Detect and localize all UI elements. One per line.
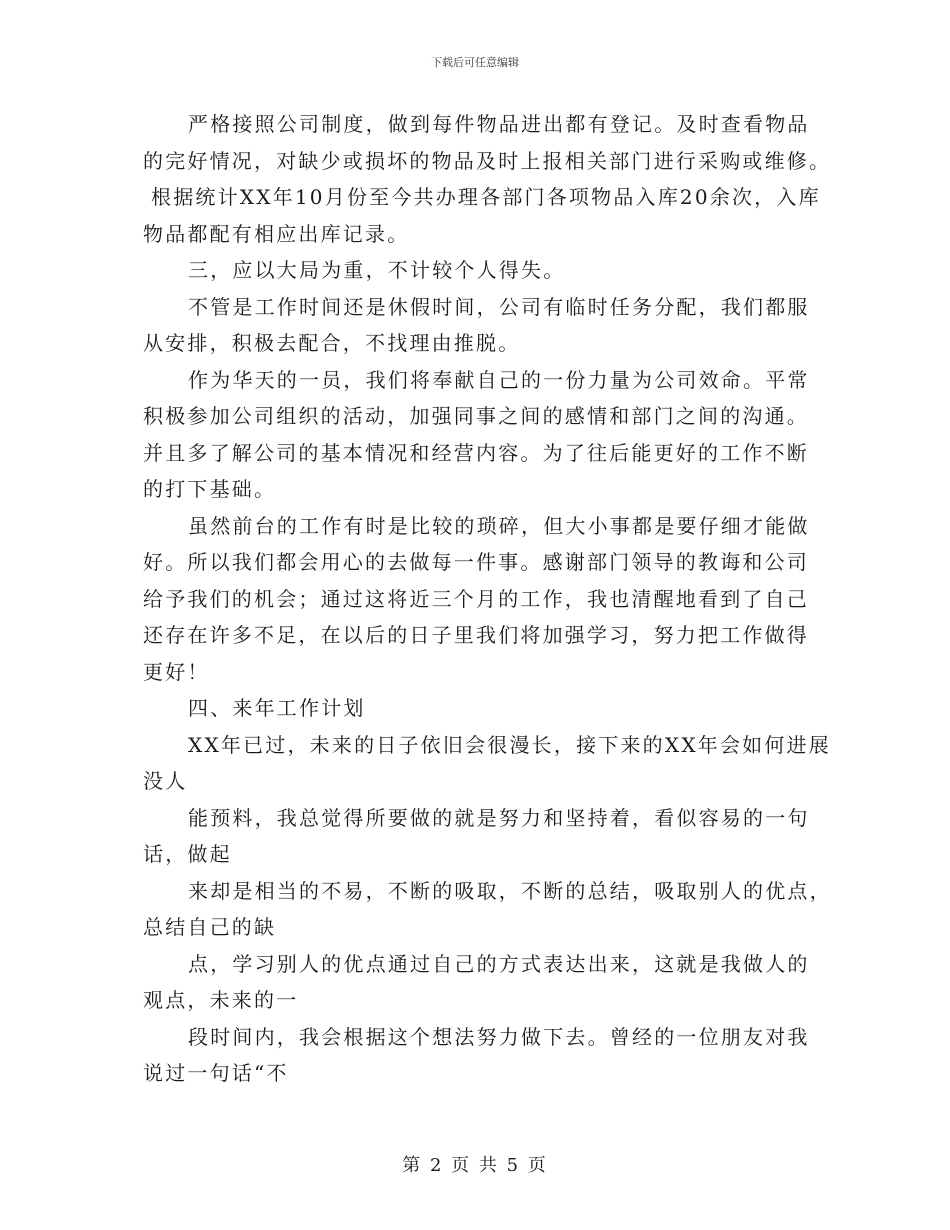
paragraph-line: 给予我们的机会；通过这将近三个月的工作，我也清醒地看到了自己 <box>143 586 809 611</box>
paragraph-line: 更好！ <box>143 659 210 684</box>
paragraph-line: 虽然前台的工作有时是比较的琐碎，但大小事都是要仔细才能做 <box>188 513 810 538</box>
paragraph-line: 话，做起 <box>143 842 232 866</box>
paragraph-line: 能预料，我总觉得所要做的就是努力和坚持着，看似容易的一句 <box>188 805 810 830</box>
paragraph-line: 总结自己的缺 <box>143 915 277 939</box>
paragraph-line: XX年已过，未来的日子依旧会很漫长，接下来的XX年会如何进展 <box>188 732 831 757</box>
paragraph-line: 作为华天的一员，我们将奉献自己的一份力量为公司效命。平常 <box>188 367 810 392</box>
paragraph-line: 还存在许多不足，在以后的日子里我们将加强学习，努力把工作做得 <box>143 623 809 647</box>
paragraph-line: 的完好情况，对缺少或损坏的物品及时上报相关部门进行采购或维修。 <box>143 148 832 173</box>
paragraph-line: 严格接照公司制度，做到每件物品进出都有登记。及时查看物品 <box>188 112 810 136</box>
page-number-footer: 第 2 页 共 5 页 <box>402 1155 548 1176</box>
paragraph-line: 不管是工作时间还是休假时间，公司有临时任务分配，我们都服 <box>188 294 810 319</box>
paragraph-line: 物品都配有相应出库记录。 <box>143 221 410 246</box>
paragraph-line: 好。所以我们都会用心的去做每一件事。感谢部门领导的教诲和公司 <box>143 550 809 574</box>
paragraph-line: 从安排，积极去配合，不找理由推脱。 <box>143 331 521 355</box>
paragraph-line: 点，学习别人的优点通过自己的方式表达出来，这就是我做人的 <box>188 951 810 976</box>
paragraph-line: 来却是相当的不易，不断的吸取，不断的总结，吸取别人的优点， <box>188 878 832 903</box>
paragraph-line: 说过一句话“不 <box>143 1061 289 1085</box>
section-heading: 四、来年工作计划 <box>188 696 366 720</box>
paragraph-line: 段时间内，我会根据这个想法努力做下去。曾经的一位朋友对我 <box>188 1024 810 1049</box>
paragraph-line: 观点，未来的一 <box>143 988 299 1012</box>
section-heading: 三，应以大局为重，不计较个人得失。 <box>188 258 566 282</box>
document-body <box>143 106 832 1092</box>
paragraph-line: 积极参加公司组织的活动，加强同事之间的感情和部门之间的沟通。 <box>143 404 809 428</box>
paragraph-line: 的打下基础。 <box>143 477 277 501</box>
paragraph-line: 根据统计XX年10月份至今共办理各部门各项物品入库20余次，入库 <box>151 185 821 209</box>
paragraph-line: 并且多了解公司的基本情况和经营内容。为了往后能更好的工作不断 <box>143 440 809 465</box>
page-header: 下载后可任意编辑 <box>431 56 519 69</box>
paragraph-line: 没人 <box>143 769 188 793</box>
